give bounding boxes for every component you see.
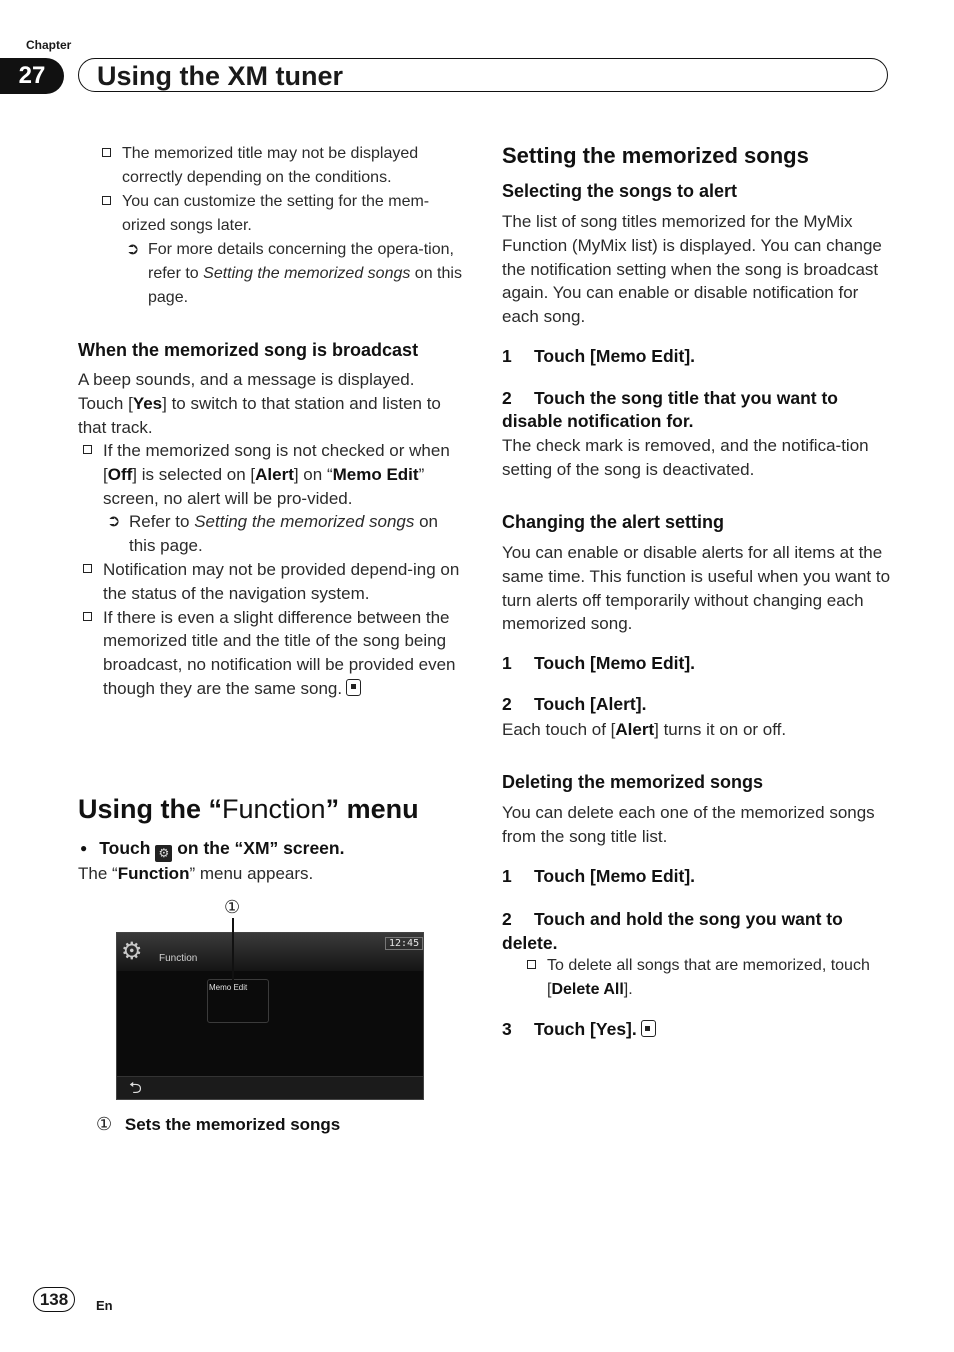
step: 2 Touch the song title that you want to disable notification for. [502,388,838,431]
note-item: You can customize the setting for the mem-orized songs later. [122,190,462,238]
step-result: The check mark is removed, and the notifica-tion setting of the song is deactivated. [502,436,869,479]
step: 1 Touch [Memo Edit]. [502,653,696,673]
broadcast-heading: When the memorized song is broadcast [78,340,419,360]
chapter-label: Chapter [26,38,72,52]
note-item: To delete all songs that are memorized, touch [Delete All]. [547,954,877,1002]
callout-number: ① [224,897,241,917]
step: 1 Touch [Memo Edit]. [502,346,696,366]
delete-paragraph: You can delete each one of the memorized songs from the song title list. [502,803,875,846]
function-gear-icon: ⚙ [155,845,172,862]
end-of-section-icon [641,1020,656,1037]
back-arrow-icon[interactable]: ⮌ [129,1080,142,1097]
caption: ① Sets the memorized songs [96,1114,341,1134]
screen-title-bar [117,933,423,971]
note-box-icon [83,445,92,454]
delete-note [547,954,877,1002]
subheading-delete: Deleting the memorized songs [502,772,764,792]
note-box-icon [102,196,111,205]
broadcast-notes [103,439,463,701]
note-box-icon [83,564,92,573]
chapter-title: Using the XM tuner [97,61,344,91]
chapter-number: 27 [0,58,64,94]
note-box-icon [83,612,92,621]
reference-arrow-icon: ➲ [107,513,121,531]
callout-line [232,918,234,980]
step: 2 Touch and hold the song you want to delete. [502,909,843,953]
touch-step: ● Touch ⚙ on the “XM” screen. [80,838,345,860]
gear-icon: ⚙ [121,938,143,965]
note-box-icon [102,148,111,157]
note-item: If the memorized song is not checked or when [Off] is selected on [Alert] on “Memo Edit” screen, no alert will be pro-vided. [103,439,463,510]
notes-top [122,142,462,310]
function-heading: Using the “Function” menu [78,794,419,824]
note-box-icon [527,960,536,969]
step: 3 Touch [Yes]. [502,1019,656,1040]
section-heading: Setting the memorized songs [502,143,809,168]
subheading-select: Selecting the songs to alert [502,181,738,201]
page-number: 138 [33,1287,75,1312]
note-item: The memorized title may not be displayed correctly depending on the conditions. [122,142,462,190]
change-paragraph: You can enable or disable alerts for all items at the same time. This function is useful when you want to turn alerts off temporarily without changing each memorized song. [502,543,891,634]
language-label: En [96,1298,113,1313]
step: 2 Touch [Alert]. [502,694,647,714]
reference-item: ➲ Refer to Setting the memorized songs on this page. [107,512,439,556]
reference-item: ➲ For more details concerning the opera-tion, refer to Setting the memorized songs on this page. [148,238,462,310]
screen-title: Function [159,953,198,964]
select-paragraph: The list of song titles memorized for the MyMix Function (MyMix list) is displayed. You can change the notification setting when the song is broadcast again. You can enable or disable notification for each song. [502,212,882,327]
step: 1 Touch [Memo Edit]. [502,866,696,886]
reference-arrow-icon: ➲ [126,241,140,258]
function-appears-text: The “Function” menu appears. [78,864,314,883]
screen-bottom-bar [117,1076,423,1100]
bullet-dot-icon: ● [80,841,88,855]
note-item: Notification may not be provided depend-ing on the status of the navigation system. [103,558,463,606]
step-result: Each touch of [Alert] turns it on or off. [502,720,787,739]
broadcast-paragraph: A beep sounds, and a message is displayed. Touch [Yes] to switch to that station and listen to that track. [78,370,441,437]
function-menu-screenshot [116,932,424,1100]
memo-edit-label: Memo Edit [209,983,248,992]
note-item: If there is even a slight difference between the memorized title and the title of the song being broadcast, no notification will be provided even though they are the same song. [103,606,463,701]
subheading-change: Changing the alert setting [502,512,725,532]
screen-clock: 12:45 [385,937,423,950]
end-of-section-icon [346,679,361,696]
